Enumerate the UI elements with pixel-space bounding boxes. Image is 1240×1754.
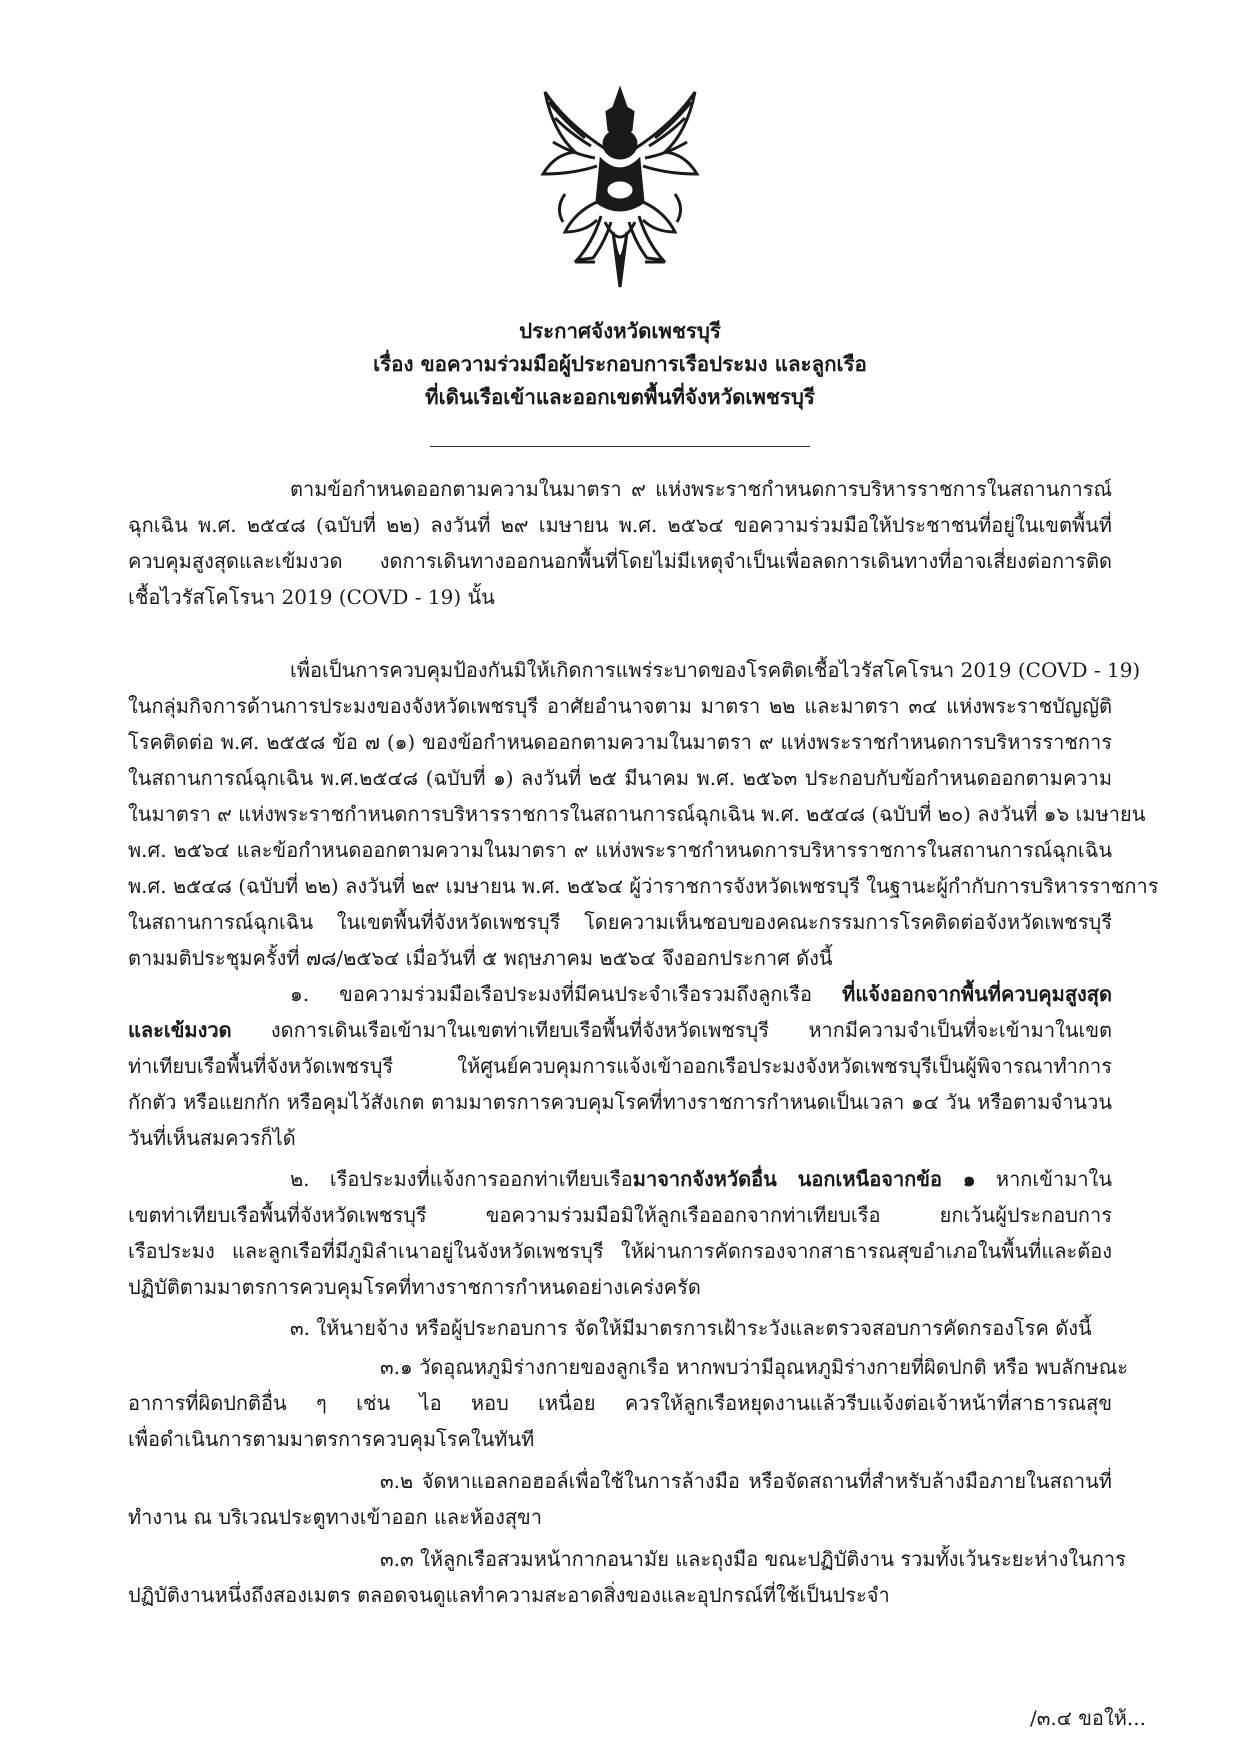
item1-line: กักตัว หรือแยกกัก หรือคุมไว้สังเกต ตามมาตรการควบคุมโรคที่ทางราชการกำหนดเป็นเวลา ๑๔ วัน หรือตามจำนวน [128,1090,1112,1114]
item1-line: ท่าเทียบเรือพื้นที่จังหวัดเพชรบุรี ให้ศูนย์ควบคุมการแจ้งเข้าออกเรือประมงจังหวัดเพชรบุรีเป็นผู้พิจารณาทำการ [128,1054,1112,1078]
para2-line: เพื่อเป็นการควบคุมป้องกันมิให้เกิดการแพร่ระบาดของโรคติดเชื้อไวรัสโคโรนา 2019 (COVD - 19) [290,658,1141,682]
page-continuation: /๓.๔ ขอให้... [1030,1706,1146,1730]
para1-line: ตามข้อกำหนดออกตามความในมาตรา ๙ แห่งพระราชกำหนดการบริหารราชการในสถานการณ์ [290,477,1112,501]
item1-line: และเข้มงวด งดการเดินเรือเข้ามาในเขตท่าเทียบเรือพื้นที่จังหวัดเพชรบุรี หากมีความจำเป็นที่จะเข้ามาในเขต [128,1018,1112,1042]
item3-2-line: ทำงาน ณ บริเวณประตูทางเข้าออก และห้องสุขา [128,1505,542,1529]
item2-line: ๒. เรือประมงที่แจ้งการออกท่าเทียบเรือมาจากจังหวัดอื่น นอกเหนือจากข้อ ๑ หากเข้ามาใน [290,1167,1112,1191]
item3-1-line: เพื่อดำเนินการตามมาตรการควบคุมโรคในทันที [128,1427,535,1451]
para2-line: ในสถานการณ์ฉุกเฉิน พ.ศ.๒๕๔๘ (ฉบับที่ ๑) ลงวันที่ ๒๕ มีนาคม พ.ศ. ๒๕๖๓ ประกอบกับข้อกำหนดออกตามความ [128,766,1112,790]
item3-1-line: อาการที่ผิดปกติอื่น ๆ เช่น ไอ หอบ เหนื่อย ควรให้ลูกเรือหยุดงานแล้วรีบแจ้งต่อเจ้าหน้าที่สาธารณสุข [128,1391,1112,1415]
item1-line: ๑. ขอความร่วมมือเรือประมงที่มีคนประจำเรือรวมถึงลูกเรือ ที่แจ้งออกจากพื้นที่ควบคุมสูงสุด [290,982,1112,1006]
item2-line: เขตท่าเทียบเรือพื้นที่จังหวัดเพชรบุรี ขอความร่วมมือมิให้ลูกเรือออกจากท่าเทียบเรือ ยกเว้นผู้ประกอบการ [128,1203,1112,1227]
item1-line: วันที่เห็นสมควรก็ได้ [128,1126,296,1150]
title-line-3: ที่เดินเรือเข้าและออกเขตพื้นที่จังหวัดเพชรบุรี [425,385,815,409]
title-block [0,315,1240,414]
item2-line: เรือประมง และลูกเรือที่มีภูมิลำเนาอยู่ในจังหวัดเพชรบุรี ให้ผ่านการคัดกรองจากสาธารณสุขอำเภอในพื้นที่และต้อง [128,1239,1112,1263]
title-underline [430,446,810,447]
para2-line: พ.ศ. ๒๕๖๔ และข้อกำหนดออกตามความในมาตรา ๙ แห่งพระราชกำหนดการบริหารราชการในสถานการณ์ฉุกเฉิน [128,838,1112,862]
para2-line: โรคติดต่อ พ.ศ. ๒๕๕๘ ข้อ ๗ (๑) ของข้อกำหนดออกตามความในมาตรา ๙ แห่งพระราชกำหนดการบริหารราชการ [128,730,1112,754]
para2-line: ในสถานการณ์ฉุกเฉิน ในเขตพื้นที่จังหวัดเพชรบุรี โดยความเห็นชอบของคณะกรรมการโรคติดต่อจังหวัดเพชรบุรี [128,910,1112,934]
para1-line: ควบคุมสูงสุดและเข้มงวด งดการเดินทางออกนอกพื้นที่โดยไม่มีเหตุจำเป็นเพื่อลดการเดินทางที่อาจเสี่ยงต่อการติด [128,549,1112,573]
item3-2-line: ๓.๒ จัดหาแอลกอฮอล์เพื่อใช้ในการล้างมือ หรือจัดสถานที่สำหรับล้างมือภายในสถานที่ [380,1469,1112,1493]
item3-3-line: ๓.๓ ให้ลูกเรือสวมหน้ากากอนามัย และถุงมือ ขณะปฏิบัติงาน รวมทั้งเว้นระยะห่างในการ [380,1547,1126,1571]
item3-intro: ๓. ให้นายจ้าง หรือผู้ประกอบการ จัดให้มีมาตรการเฝ้าระวังและตรวจสอบการคัดกรองโรค ดังนี้ [290,1316,1092,1340]
para2-line: ตามมติประชุมครั้งที่ ๗๘/๒๕๖๔ เมื่อวันที่ ๕ พฤษภาคม ๒๕๖๔ จึงออกประกาศ ดังนี้ [128,946,833,970]
title-line-1: ประกาศจังหวัดเพชรบุรี [519,319,721,343]
para2-line: ในกลุ่มกิจการด้านการประมงของจังหวัดเพชรบุรี อาศัยอำนาจตาม มาตรา ๒๒ และมาตรา ๓๔ แห่งพระราชบัญญัติ [128,694,1112,718]
para1-line: เชื้อไวรัสโคโรนา 2019 (COVD - 19) นั้น [128,585,495,609]
para2-line: พ.ศ. ๒๕๔๘ (ฉบับที่ ๒๒) ลงวันที่ ๒๙ เมษายน พ.ศ. ๒๕๖๔ ผู้ว่าราชการจังหวัดเพชรบุรี ในฐานะผู้กำกับการบริหารราชการ [128,874,1159,898]
garuda-emblem-icon [535,82,705,292]
para2-line: ในมาตรา ๙ แห่งพระราชกำหนดการบริหารราชการในสถานการณ์ฉุกเฉิน พ.ศ. ๒๕๔๘ (ฉบับที่ ๒๐) ลงวันที่ ๑๖ เมษายน [128,802,1146,826]
title-line-2: เรื่อง ขอความร่วมมือผู้ประกอบการเรือประมง และลูกเรือ [373,352,867,376]
item2-line: ปฏิบัติตามมาตรการควบคุมโรคที่ทางราชการกำหนดอย่างเคร่งครัด [128,1275,701,1299]
item3-1-line: ๓.๑ วัดอุณหภูมิร่างกายของลูกเรือ หากพบว่ามีอุณหภูมิร่างกายที่ผิดปกติ หรือ พบลักษณะ [380,1355,1128,1379]
para1-line: ฉุกเฉิน พ.ศ. ๒๕๔๘ (ฉบับที่ ๒๒) ลงวันที่ ๒๙ เมษายน พ.ศ. ๒๕๖๔ ขอความร่วมมือให้ประชาชนที่อยู่ในเขตพื้นที่ [128,513,1112,537]
item3-3-line: ปฏิบัติงานหนึ่งถึงสองเมตร ตลอดจนดูแลทำความสะอาดสิ่งของและอุปกรณ์ที่ใช้เป็นประจำ [128,1583,890,1607]
